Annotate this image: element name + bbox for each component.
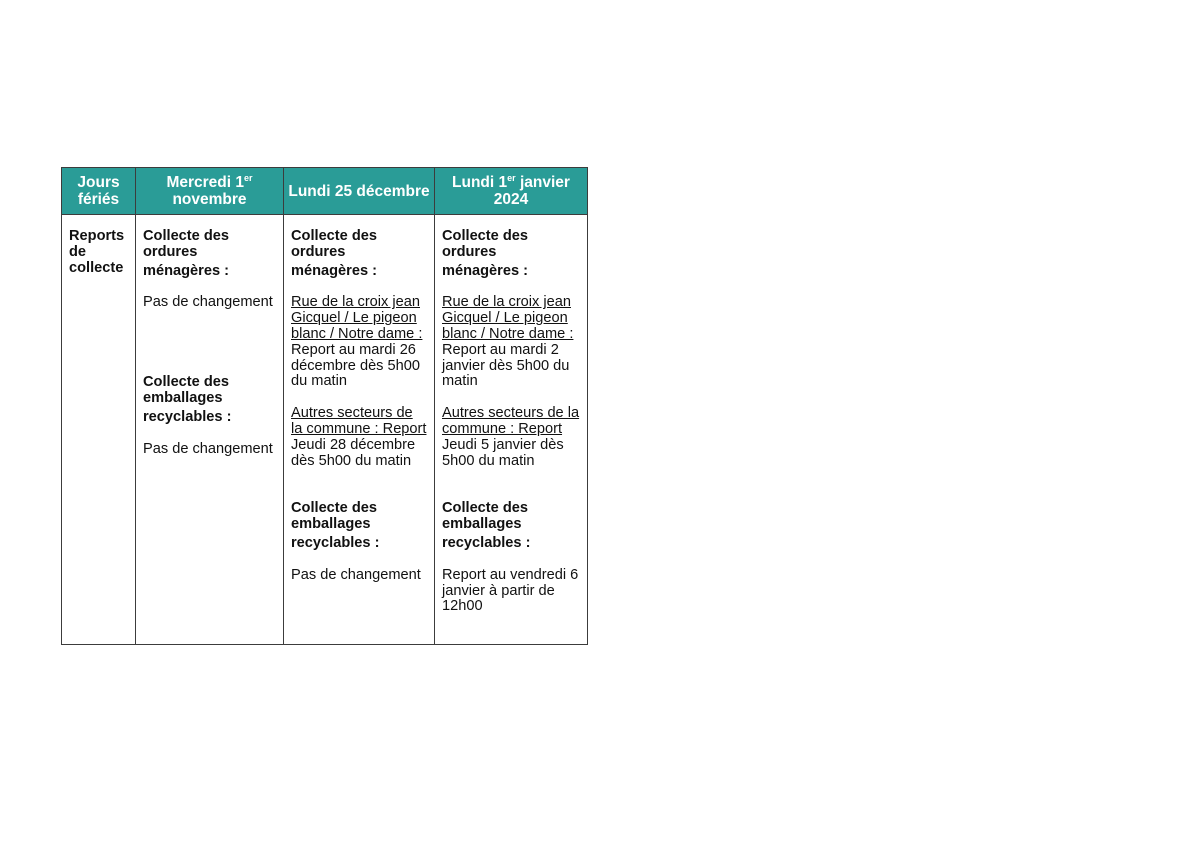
reports-row <box>62 215 588 645</box>
sector-croix-jean-gicquel <box>291 295 428 390</box>
sector-croix-jean-gicquel <box>442 295 581 390</box>
header-dec-label: Lundi 25 décembre <box>288 182 430 200</box>
header-lundi-1er-janvier-2024 <box>435 168 588 215</box>
ordures-heading-line2: ménagères : <box>143 262 229 279</box>
sector-name: Autres secteurs de la commune : Report <box>291 405 427 437</box>
emballages-heading <box>291 501 428 551</box>
ordures-heading <box>291 229 428 279</box>
header-row <box>62 168 588 215</box>
row-label-cell <box>62 215 136 645</box>
emballages-heading-line1: Collecte des emballages <box>442 500 528 533</box>
ordures-heading-line2: ménagères : <box>291 262 377 279</box>
sector-report-text: Report au mardi 26 décembre dès 5h00 du matin <box>291 341 420 390</box>
header-mercredi-1er-novembre <box>136 168 284 215</box>
header-jan-ordinal: er <box>507 172 516 183</box>
emballages-heading-line2: recyclables : <box>143 408 232 425</box>
sector-autres-secteurs <box>291 406 428 469</box>
emballages-heading <box>143 375 277 425</box>
emballages-heading-line2: recyclables : <box>291 534 380 551</box>
sector-report-text: Report au mardi 2 janvier dès 5h00 du matin <box>442 341 570 390</box>
emballages-heading-line2: recyclables : <box>442 534 531 551</box>
ordures-heading <box>442 229 581 279</box>
header-nov-day: Mercredi 1 <box>166 174 245 191</box>
ordures-status: Pas de changement <box>143 294 273 311</box>
sector-name: Autres secteurs de la commune : Report <box>442 405 580 437</box>
emballages-heading-line1: Collecte des emballages <box>143 374 229 406</box>
emballages-status: Pas de changement <box>143 440 273 457</box>
ordures-heading <box>143 229 277 279</box>
header-jan-day: Lundi 1 <box>452 174 508 191</box>
header-nov-ordinal: er <box>244 172 253 183</box>
emballages-status: Pas de changement <box>291 566 421 583</box>
cell-decembre <box>284 215 435 645</box>
sector-name: Rue de la croix jean Gicquel / Le pigeon blanc / Notre dame : <box>442 294 574 342</box>
ordures-heading-line2: ménagères : <box>442 262 528 279</box>
header-jours-feries <box>62 168 136 215</box>
emballages-heading <box>442 501 581 551</box>
row-label: Reports de collecte <box>69 228 125 276</box>
header-jours-feries-label: Jours fériés <box>77 174 120 208</box>
emballages-status: Report au vendredi 6 janvier à partir de 12h00 <box>442 566 579 615</box>
header-nov-month: novembre <box>172 191 247 208</box>
sector-name: Rue de la croix jean Gicquel / Le pigeon blanc / Notre dame : <box>291 294 423 342</box>
cell-novembre <box>136 215 284 645</box>
holiday-collection-table <box>61 167 588 645</box>
ordures-heading-line1: Collecte des ordures <box>291 228 377 260</box>
header-lundi-25-decembre <box>284 168 435 215</box>
header-jan-month: janvier 2024 <box>493 174 570 208</box>
sector-report-text: Jeudi 28 décembre dès 5h00 du matin <box>291 436 416 469</box>
ordures-heading-line1: Collecte des ordures <box>442 228 528 260</box>
sector-report-text: Jeudi 5 janvier dès 5h00 du matin <box>442 436 564 469</box>
emballages-heading-line1: Collecte des emballages <box>291 500 377 533</box>
ordures-heading-line1: Collecte des ordures <box>143 228 229 260</box>
sector-autres-secteurs <box>442 406 581 469</box>
cell-janvier <box>435 215 588 645</box>
